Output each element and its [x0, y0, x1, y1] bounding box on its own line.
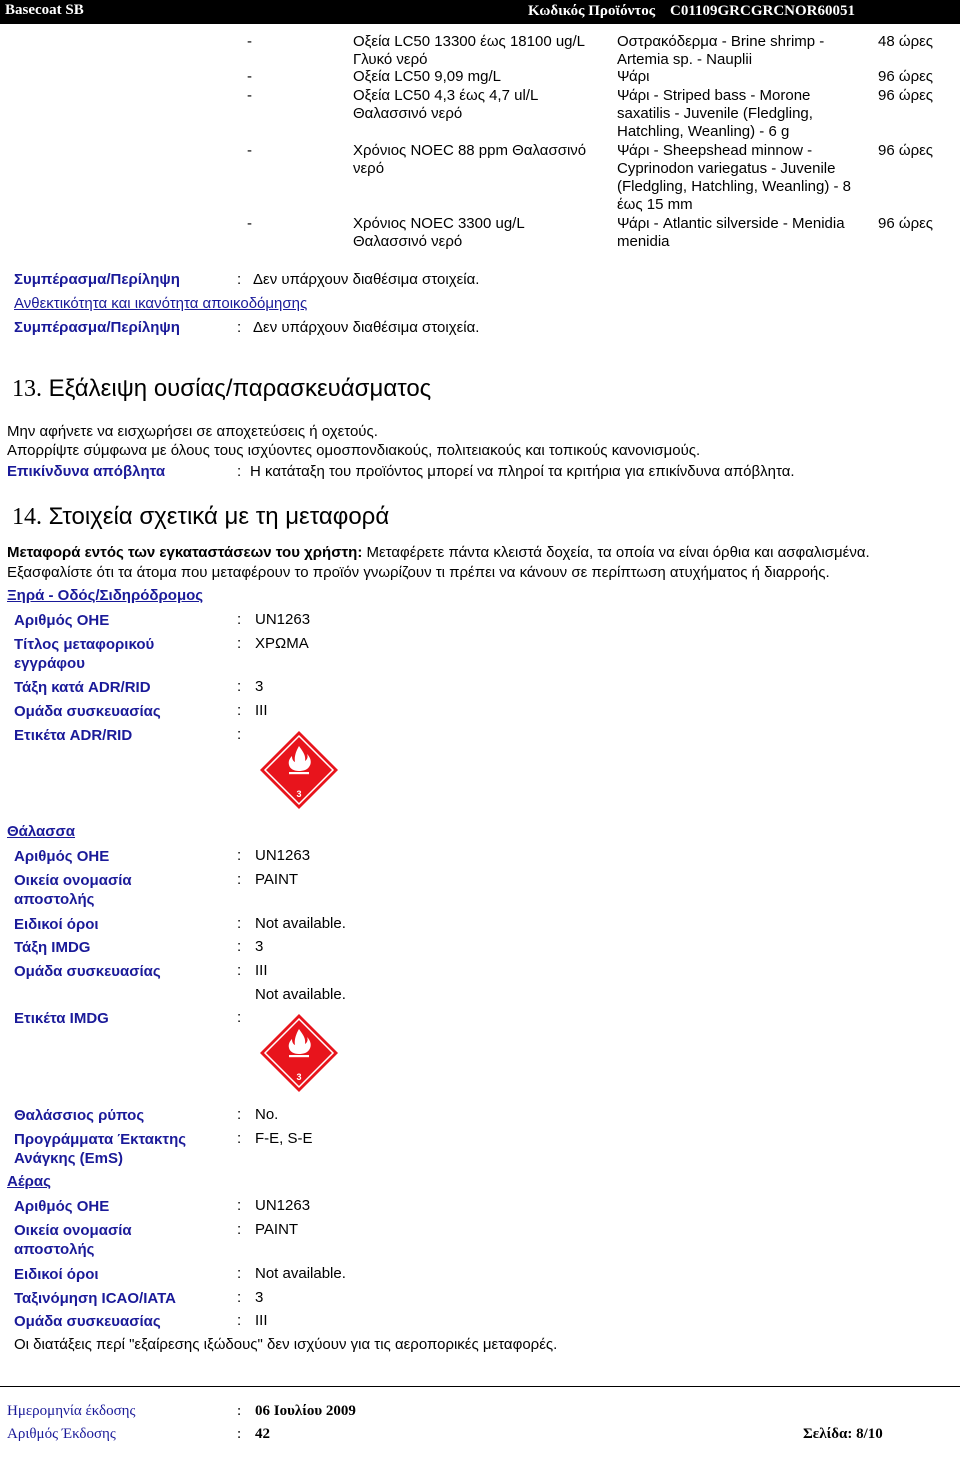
species-cell: Οστρακόδερμα - Brine shrimp - Artemia sp. - Nauplii — [617, 33, 825, 68]
row-dash: - — [247, 33, 252, 50]
colon: : — [237, 1009, 242, 1026]
page-header — [0, 0, 960, 24]
company-name: Basecoat SB — [5, 2, 84, 18]
un-number-value: UN1263 — [255, 1197, 311, 1214]
test-cell: Χρόνιος NOEC 3300 ug/L Θαλασσινό νερό — [353, 215, 525, 250]
un-number-label: Αριθμός ΟΗΕ — [14, 612, 110, 629]
product-code-label: Κωδικός Προϊόντος — [528, 3, 656, 19]
transport-intro-line2: Εξασφαλίστε ότι τα άτομα που μεταφέρουν το προϊόν γνωρίζουν τι πρέπει να κάνουν σε περίπτωση ατυχήματος ή διαρροής. — [7, 564, 830, 581]
colon: : — [237, 847, 242, 864]
flammable-liquid-diamond — [259, 1013, 339, 1093]
air-heading: Αέρας — [7, 1173, 51, 1190]
disposal-line: Απορρίψτε σύμφωνα με όλους τους ισχύοντες ομοσπονδιακούς, πολιτειακούς και τοπικούς κανονισμούς. — [7, 442, 701, 459]
transport-intro — [7, 544, 870, 561]
imdg-class-label: Τάξη IMDG — [14, 939, 91, 956]
colon: : — [237, 678, 242, 695]
diamond-number: 3 — [296, 789, 302, 799]
shipping-name-label — [14, 871, 132, 909]
adr-class-label: Τάξη κατά ADR/RID — [14, 679, 151, 696]
colon: : — [237, 1289, 242, 1306]
special-provisions-label: Ειδικοί όροι — [14, 1266, 99, 1283]
issue-date-value: 06 Ιουλίου 2009 — [255, 1403, 356, 1419]
section-title: Εξάλειψη ουσίας/παρασκευάσματος — [48, 375, 432, 402]
ems-label — [14, 1130, 186, 1168]
product-code-value: C01109GRCGRCNOR60051 — [670, 3, 856, 19]
row-dash: - — [247, 215, 252, 232]
special-provisions-label: Ειδικοί όροι — [14, 916, 99, 933]
page-label: Σελίδα: — [803, 1426, 853, 1442]
waste-label: Επικίνδυνα απόβλητα — [7, 463, 166, 480]
special-provisions-value: Not available. — [255, 1265, 346, 1282]
intro-bold: Μεταφορά εντός των εγκαταστάσεων του χρήστη: — [7, 544, 363, 561]
ems-value: F-E, S-E — [255, 1130, 313, 1147]
test-cell: Οξεία LC50 9,09 mg/L — [353, 68, 501, 85]
colon: : — [237, 1221, 242, 1238]
label-line: αποστολής — [14, 891, 95, 908]
page-value: 8/10 — [856, 1426, 883, 1442]
colon: : — [237, 611, 242, 628]
waste-value: Η κατάταξη του προϊόντος μπορεί να πληροί τα κριτήρια για επικίνδυνα απόβλητα. — [250, 463, 795, 480]
colon: : — [237, 463, 242, 480]
un-number-label: Αριθμός ΟΗΕ — [14, 848, 110, 865]
packing-group-value: III — [255, 702, 268, 719]
version-value: 42 — [255, 1426, 270, 1442]
imdg-class-value: 3 — [255, 938, 264, 955]
not-available-value: Not available. — [255, 986, 346, 1003]
test-cell: Χρόνιος NOEC 88 ppm Θαλασσινό νερό — [353, 142, 587, 177]
colon: : — [237, 1426, 242, 1442]
disposal-line: Μην αφήνετε να εισχωρήσει σε αποχετεύσεις ή οχετούς. — [7, 423, 378, 440]
label-line: Οικεία ονομασία — [14, 872, 132, 889]
page-number — [803, 1426, 883, 1443]
colon: : — [237, 962, 242, 979]
marine-pollutant-label: Θαλάσσιος ρύπος — [14, 1107, 145, 1124]
colon: : — [237, 726, 242, 743]
colon: : — [237, 1403, 242, 1419]
label-line: Προγράμματα Έκτακτης — [14, 1131, 187, 1148]
shipping-name-value: PAINT — [255, 871, 299, 888]
conclusion-label: Συμπέρασμα/Περίληψη — [14, 271, 180, 288]
special-provisions-value: Not available. — [255, 915, 346, 932]
colon: : — [237, 915, 242, 932]
transport-title-value: ΧΡΩΜΑ — [255, 635, 309, 652]
colon: : — [237, 938, 242, 955]
time-cell: 96 ώρες — [878, 142, 934, 159]
colon: : — [237, 1265, 242, 1282]
packing-group-value: III — [255, 962, 268, 979]
label-line: Οικεία ονομασία — [14, 1222, 132, 1239]
packing-group-label: Ομάδα συσκευασίας — [14, 703, 161, 720]
test-cell: Οξεία LC50 4,3 έως 4,7 ul/L Θαλασσινό νερό — [353, 87, 538, 122]
sea-heading: Θάλασσα — [7, 823, 76, 840]
section-number: 13. — [12, 376, 42, 402]
colon: : — [237, 1197, 242, 1214]
marine-pollutant-value: No. — [255, 1106, 279, 1123]
conclusion-value: Δεν υπάρχουν διαθέσιμα στοιχεία. — [253, 319, 480, 336]
colon: : — [237, 635, 242, 652]
colon: : — [237, 871, 242, 888]
issue-date-label: Ημερομηνία έκδοσης — [7, 1403, 136, 1419]
flammable-liquid-diamond — [259, 730, 339, 810]
label-line: εγγράφου — [14, 655, 85, 672]
diamond-number: 3 — [296, 1072, 302, 1082]
shipping-name-value: PAINT — [255, 1221, 299, 1238]
conclusion-label: Συμπέρασμα/Περίληψη — [14, 319, 180, 336]
row-dash: - — [247, 68, 252, 85]
species-cell: Ψάρι - Striped bass - Morone saxatilis - Juvenile (Fledgling, Hatchling, Weanling) - 6 g — [617, 87, 813, 140]
packing-group-value: III — [255, 1312, 268, 1329]
road-heading: Ξηρά - Οδός/Σιδηρόδρομος — [7, 587, 204, 604]
packing-group-label: Ομάδα συσκευασίας — [14, 963, 161, 980]
icao-class-label: Ταξινόμηση ICAO/IATA — [14, 1290, 176, 1307]
intro-text: Μεταφέρετε πάντα κλειστά δοχεία, τα οποία να είναι όρθια και ασφαλισμένα. — [362, 544, 870, 561]
imdg-tag-label: Ετικέτα IMDG — [14, 1010, 109, 1027]
adr-tag-label: Ετικέτα ADR/RID — [14, 727, 133, 744]
section-14-heading — [12, 503, 389, 531]
conclusion-value: Δεν υπάρχουν διαθέσιμα στοιχεία. — [253, 271, 480, 288]
colon: : — [237, 1312, 242, 1329]
time-cell: 48 ώρες — [878, 33, 934, 50]
section-13-heading — [12, 375, 431, 403]
un-number-value: UN1263 — [255, 847, 311, 864]
label-line: Τίτλος μεταφορικού — [14, 636, 155, 653]
air-note: Οι διατάξεις περί "εξαίρεσης ιξώδους" δεν ισχύουν για τις αεροπορικές μεταφορές. — [14, 1336, 558, 1353]
un-number-value: UN1263 — [255, 611, 311, 628]
section-number: 14. — [12, 504, 42, 530]
footer-divider — [0, 1386, 960, 1387]
version-label: Αριθμός Έκδοσης — [7, 1426, 116, 1442]
un-number-label: Αριθμός ΟΗΕ — [14, 1198, 110, 1215]
species-cell: Ψάρι - Sheepshead minnow - Cyprinodon variegatus - Juvenile (Fledgling, Hatchling, Weanling) - 8 έως 15 mm — [617, 142, 852, 213]
row-dash: - — [247, 142, 252, 159]
test-cell: Οξεία LC50 13300 έως 18100 ug/L Γλυκό νερό — [353, 33, 585, 68]
colon: : — [237, 1106, 242, 1123]
packing-group-label: Ομάδα συσκευασίας — [14, 1313, 161, 1330]
species-cell: Ψάρι — [617, 68, 650, 85]
time-cell: 96 ώρες — [878, 68, 934, 85]
icao-class-value: 3 — [255, 1289, 264, 1306]
row-dash: - — [247, 87, 252, 104]
adr-class-value: 3 — [255, 678, 264, 695]
section-title: Στοιχεία σχετικά με τη μεταφορά — [48, 503, 390, 530]
species-cell: Ψάρι - Atlantic silverside - Menidia menidia — [617, 215, 845, 250]
time-cell: 96 ώρες — [878, 215, 934, 232]
colon: : — [237, 1130, 242, 1147]
colon: : — [237, 271, 242, 288]
persistence-heading: Ανθεκτικότητα και ικανότητα αποικοδόμησης — [14, 295, 308, 312]
label-line: Ανάγκης (EmS) — [14, 1150, 124, 1167]
label-line: αποστολής — [14, 1241, 95, 1258]
time-cell: 96 ώρες — [878, 87, 934, 104]
transport-title-label — [14, 635, 154, 673]
shipping-name-label — [14, 1221, 132, 1259]
colon: : — [237, 702, 242, 719]
colon: : — [237, 319, 242, 336]
